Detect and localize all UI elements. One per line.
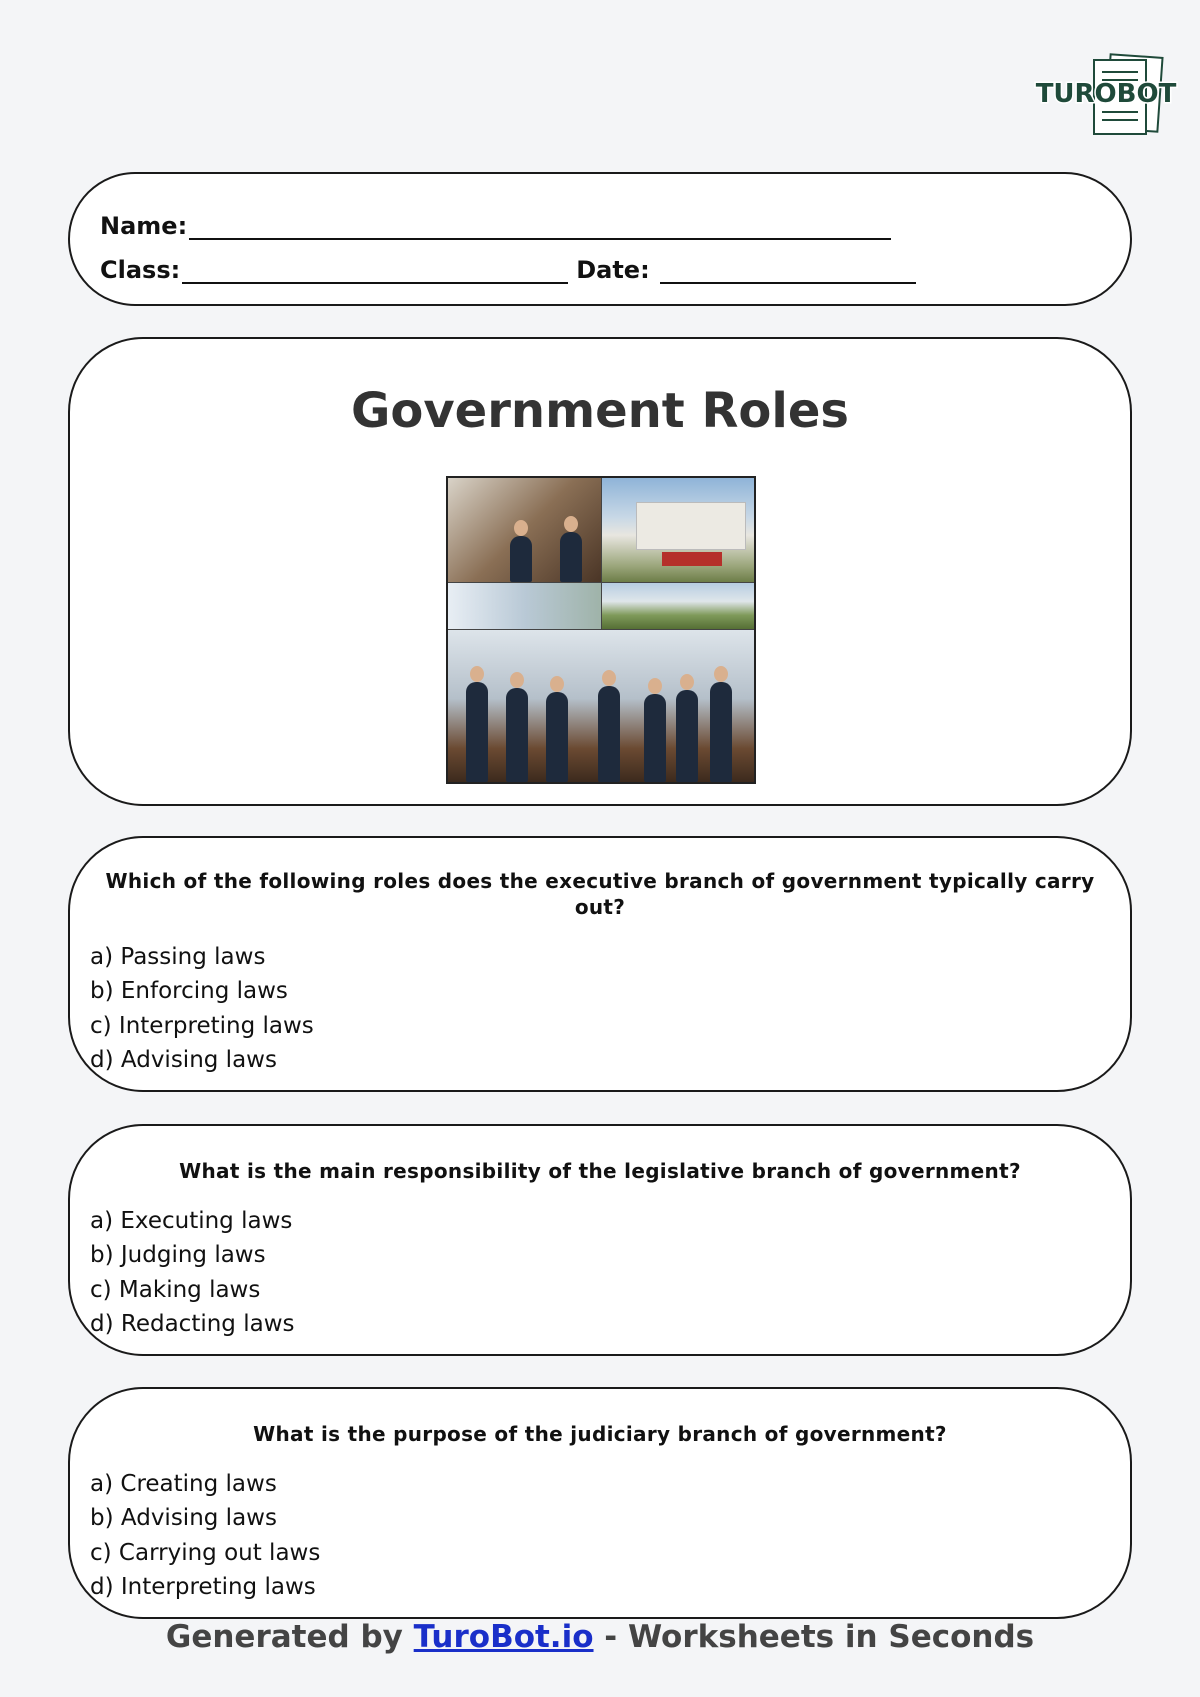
student-info-box [68, 172, 1132, 306]
option[interactable]: c) Interpreting laws [90, 1012, 314, 1039]
turobot-link[interactable]: TuroBot.io [413, 1619, 594, 1655]
logo-icon [1035, 52, 1177, 138]
turobot-logo [1035, 52, 1177, 138]
field-photo [602, 583, 755, 629]
option[interactable]: d) Interpreting laws [90, 1573, 316, 1600]
footer-suffix: - Worksheets in Seconds [593, 1619, 1035, 1655]
lab-photo [448, 583, 601, 629]
footer-prefix: Generated by [165, 1619, 414, 1655]
question-2-box [68, 1124, 1132, 1356]
option[interactable]: d) Redacting laws [90, 1310, 295, 1337]
question-3-options [90, 1467, 320, 1604]
option[interactable]: d) Advising laws [90, 1046, 277, 1073]
logo-text: TUROBOT [1035, 79, 1177, 109]
government-collage-image [446, 476, 756, 784]
name-row [100, 212, 891, 240]
question-3-text: What is the purpose of the judiciary branch of government? [253, 1422, 947, 1446]
question-1-box [68, 836, 1132, 1092]
question-3-box [68, 1387, 1132, 1619]
question-1-text: Which of the following roles does the executive branch of government typically carry out? [105, 869, 1095, 919]
date-label: Date: [576, 256, 650, 284]
worksheet-title: Government Roles [351, 383, 849, 439]
question-2-text: What is the main responsibility of the legislative branch of government? [179, 1159, 1021, 1183]
title-box [68, 337, 1132, 806]
name-label: Name: [100, 212, 188, 240]
question-2-options [90, 1204, 295, 1341]
footer [0, 1619, 1200, 1655]
building-photo [602, 478, 755, 582]
option[interactable]: a) Passing laws [90, 944, 266, 970]
option[interactable]: a) Creating laws [90, 1471, 277, 1497]
date-field[interactable] [660, 262, 916, 284]
option[interactable]: b) Advising laws [90, 1505, 277, 1532]
class-field[interactable] [182, 262, 568, 284]
option[interactable]: b) Judging laws [90, 1242, 266, 1269]
option[interactable]: c) Carrying out laws [90, 1539, 321, 1566]
name-field[interactable] [189, 218, 891, 240]
office-photo [448, 478, 601, 582]
class-date-row [100, 256, 916, 284]
option[interactable]: c) Making laws [90, 1276, 261, 1303]
class-label: Class: [100, 256, 181, 284]
option[interactable]: b) Enforcing laws [90, 978, 288, 1005]
meeting-photo [448, 630, 754, 782]
question-1-options [90, 940, 314, 1077]
option[interactable]: a) Executing laws [90, 1208, 293, 1234]
